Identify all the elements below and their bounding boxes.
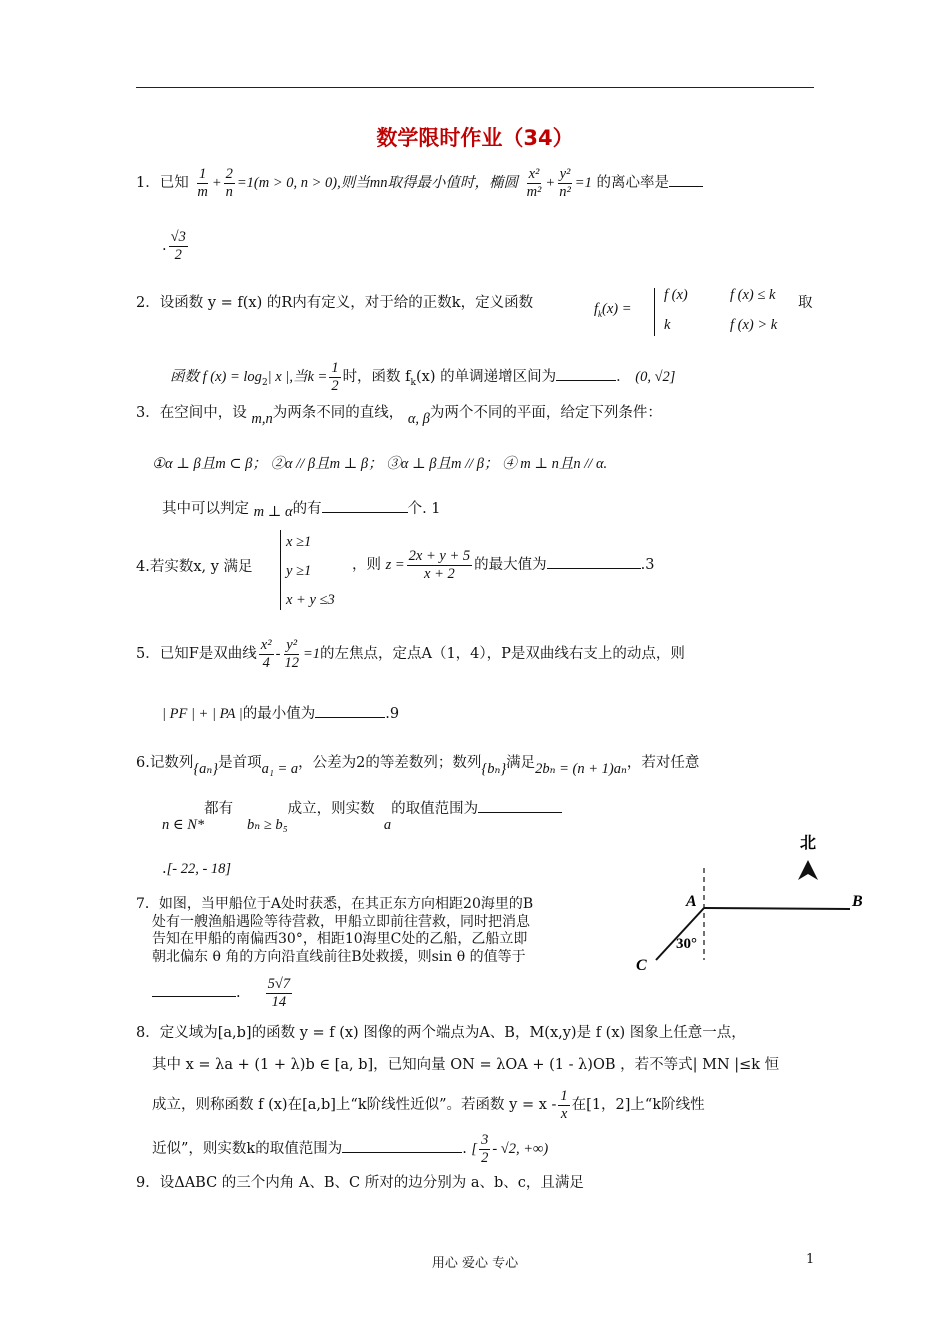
question-8-line-2: 其中 x = λa + (1 + λ)b ∈ [a, b]，已知向量 ON = λOA + (1 - λ)OB ，若不等式| MN |≤k 恒 [152,1057,780,1073]
fraction-y2-n2: $\frac{\text{y²}}{\text{n²}}$ [559,166,571,200]
question-3: 3．在空间中，设 m,n为两条不同的直线， α, β为两个不同的平面，给定下列条件： [136,405,662,427]
condition-list: ①α ⊥ β且m ⊂ β； ②α // β且m ⊥ β； ③α ⊥ β且m // β； ④ m ⊥ n且n // α. [152,456,608,472]
question-9: 9．设ΔABC 的三个内角 A、B、C 所对的边分别为 a、b、c，且满足 [136,1175,584,1191]
point-b-label: B [852,893,863,910]
system-brace [280,530,281,610]
question-6: 6.记数列{aₙ}是首项a₁ = a，公差为2的等差数列；数列{bₙ}满足2bₙ = (n + 1)aₙ，若对任意 [136,755,700,777]
fraction-x2-m2: $\frac{\text{x²}}{\text{m²}}$ [526,166,542,200]
fraction-1-m: $\frac{1}{m}$ [197,166,208,200]
answer-blank[interactable] [669,172,703,187]
answer-blank[interactable] [478,798,562,813]
question-3-line-2: 其中可以判定 m ⊥ α的有 个. 1 [162,498,441,518]
case-1: f (x) [664,287,688,303]
page-footer: 用心 爱心 专心 [431,1256,519,1271]
question-8-line-4: 近似”，则实数k的取值范围为 . [ $\frac{3}{2}$ - √2, +∞) [152,1132,549,1166]
question-5-line-2: | PF | + | PA |的最小值为 .9 [162,703,399,723]
north-label: 北 [800,835,817,852]
question-2: 2．设函数 y = f(x) 的R内有定义，对于给的正数k，定义函数 [136,295,534,311]
answer-blank[interactable] [547,554,641,569]
case-2-cond: f (x) > k [730,317,778,333]
question-8-line-3: 成立，则称函数 f (x)在[a,b]上“k阶线性近似”。若函数 y = x - $\frac{1}{x}$ 在[1，2]上“k阶线性 [152,1088,705,1122]
segment-ac [656,908,704,960]
segment-ab [704,908,850,909]
question-5: 5．已知F是双曲线 $\frac{\text{x²}}{4}$ - $\frac{\text{y²}}{12}$ =1的左焦点，定点A（1，4），P是双曲线右支上的动点，则 [136,637,685,671]
case-2: k [664,317,671,333]
north-arrow-icon [798,860,818,880]
page-title: 数学限时作业（34） [376,126,574,150]
point-a-label: A [686,893,697,910]
point-c-label: C [636,957,647,974]
answer-blank[interactable] [315,703,385,718]
piecewise-fk: $f_k(x)$ = [594,301,632,319]
answer-1: . $\frac{√3}{2}$ [162,229,186,263]
ship-diagram [628,828,878,978]
answer-blank[interactable] [322,498,408,513]
answer-blank[interactable] [556,366,616,381]
answer-7: . $\frac{5√7}{14}$ [152,976,294,1010]
piecewise-brace [654,288,655,336]
angle-label: 30° [676,936,697,952]
question-4-expr: ，则 z = $\frac{2x + y + 5}{x + 2}$ 的最大值为 .3 [352,548,655,582]
question-2-line-2: 函数 f $(x) = \log_2|$ x |,当k = $\frac{1}{2}$ 时，函数 $f_k(x)$ 的单调递增区间为 ． (0, √2] [170,360,676,394]
case-1-cond: f (x) ≤ k [730,287,776,303]
question-7: 7．如图，当甲船位于A处时获悉，在其正东方向相距20海里的B 处有一艘渔船遇险等待营救，甲船立即前往营救，同时把消息 告知在甲船的南偏西30°，相距10海里C处的乙船，乙船立即 朝北偏东 θ 角的方向沿直线前往B处救援，则sin θ 的值等于 [136,896,534,965]
question-6-line-2: n ∈ N*都有 bₙ ≥ b₅成立，则实数 a的取值范围为 [162,798,562,818]
page-number: 1 [806,1252,815,1267]
fraction-2-n: $\frac{2}{n}$ [225,166,233,200]
question-1: 1．已知 $\frac{1}{m}$ + $\frac{2}{n}$ =1(m > 0, n > 0),则当mn取得最小值时，椭圆 $\frac{\text{x²}}{\text{m²}}$ + $\frac{\text{y²}}{\text{n²}}$ =1 的离心率是 [136,166,703,200]
question-8: 8．定义域为[a,b]的函数 y = f (x) 图像的两个端点为A、B，M(x,y)是 f (x) 图象上任意一点， [136,1025,746,1041]
answer-6: .[- 22, - 18] [162,861,232,877]
question-4: 4.若实数x, y 满足 [136,559,253,575]
answer-blank[interactable] [152,982,236,997]
header-rule [136,87,814,88]
answer-blank[interactable] [342,1138,462,1153]
